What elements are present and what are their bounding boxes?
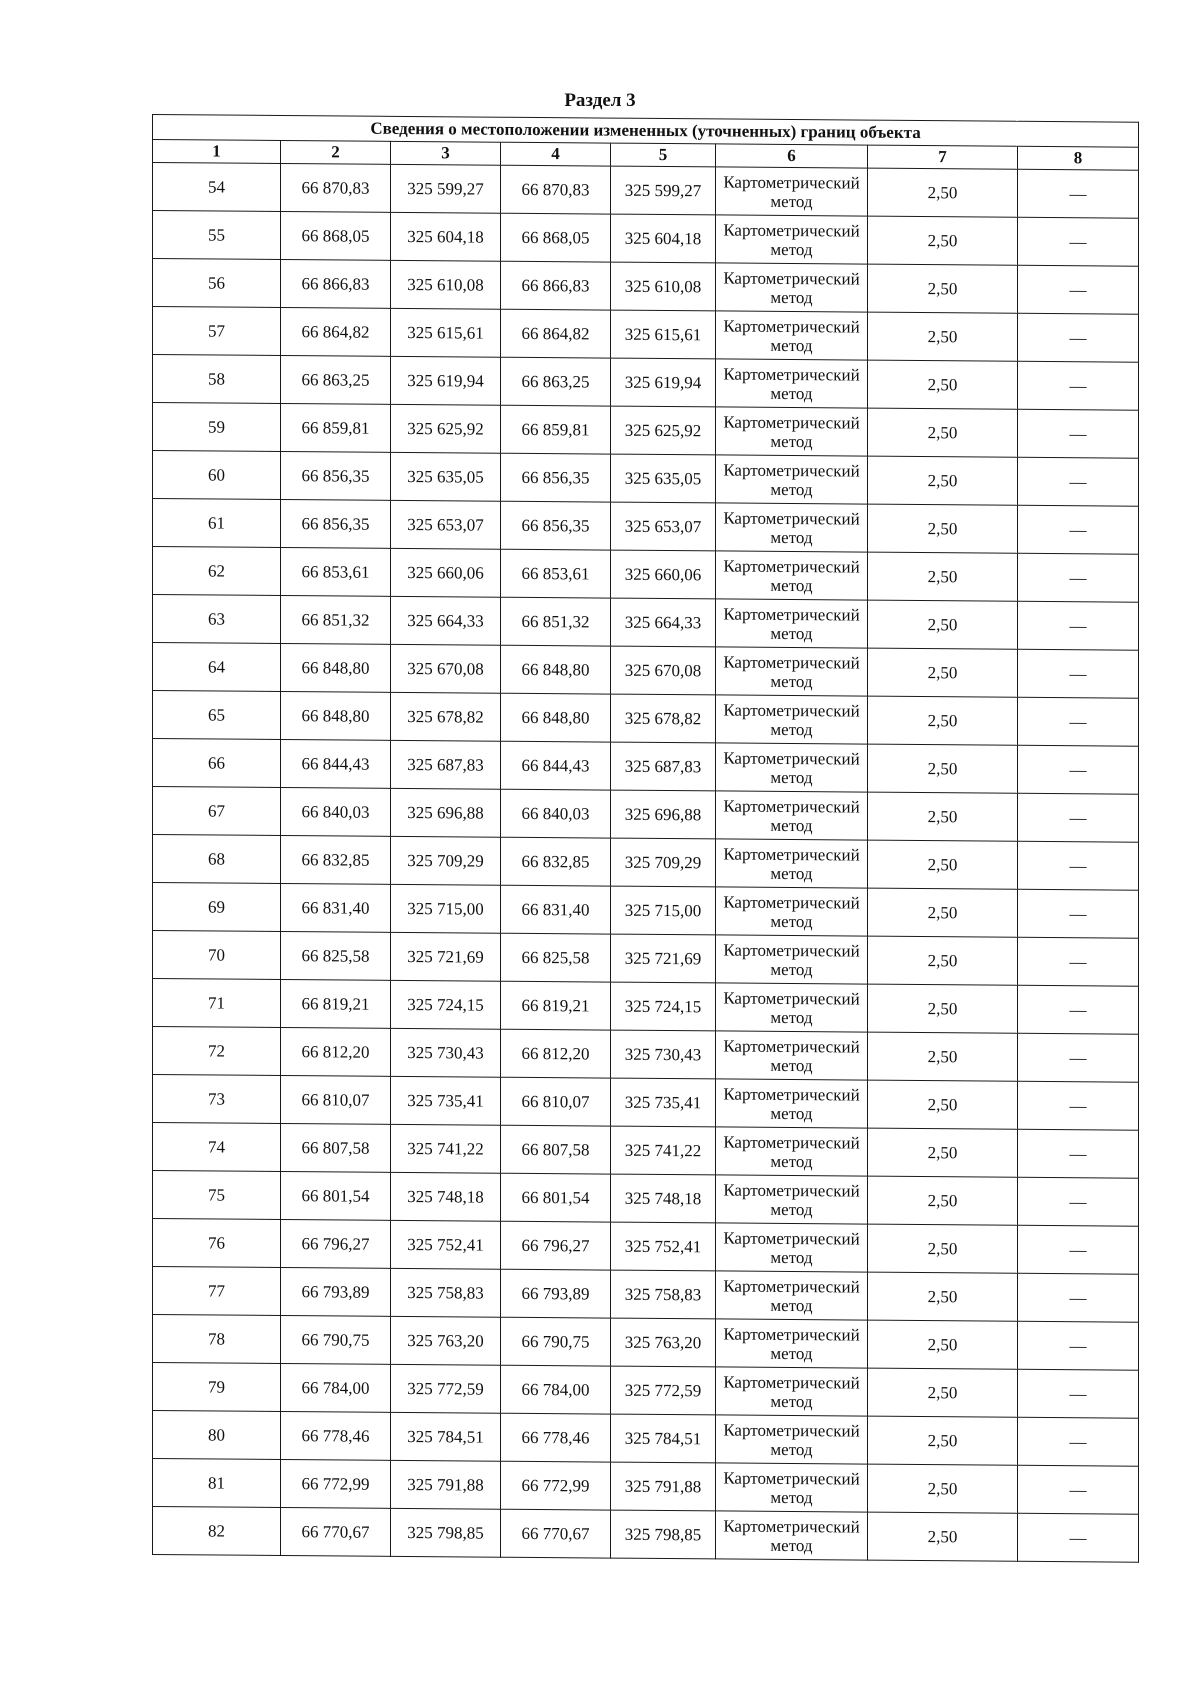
note-cell: —	[1018, 793, 1139, 842]
point-number-cell: 75	[153, 1171, 281, 1220]
x-refined-cell: 66 856,35	[501, 501, 611, 550]
table-row	[153, 163, 1139, 219]
point-number-cell: 80	[153, 1411, 281, 1460]
x-refined-cell: 66 866,83	[501, 261, 611, 310]
method-cell: Картометрический метод	[716, 647, 868, 696]
note-cell: —	[1018, 505, 1139, 554]
y-refined-cell: 325 610,08	[611, 262, 716, 311]
x-existing-cell: 66 859,81	[281, 404, 391, 453]
accuracy-cell: 2,50	[868, 984, 1018, 1033]
method-cell: Картометрический метод	[716, 983, 868, 1032]
note-cell: —	[1018, 889, 1139, 938]
point-number-cell: 70	[153, 931, 281, 980]
x-existing-cell: 66 790,75	[281, 1316, 391, 1365]
accuracy-cell: 2,50	[868, 1416, 1018, 1465]
x-existing-cell: 66 807,58	[281, 1124, 391, 1173]
accuracy-cell: 2,50	[868, 1128, 1018, 1177]
note-cell: —	[1018, 649, 1139, 698]
x-refined-cell: 66 848,80	[501, 693, 611, 742]
y-refined-cell: 325 664,33	[611, 598, 716, 647]
point-number-cell: 64	[153, 643, 281, 692]
table-row	[153, 547, 1139, 603]
method-cell: Картометрический метод	[716, 1367, 868, 1416]
table-row	[153, 1459, 1139, 1515]
table-row	[153, 1123, 1139, 1179]
y-existing-cell: 325 763,20	[391, 1316, 501, 1365]
point-number-cell: 60	[153, 451, 281, 500]
y-existing-cell: 325 735,41	[391, 1076, 501, 1125]
point-number-cell: 54	[153, 163, 281, 212]
y-refined-cell: 325 724,15	[611, 982, 716, 1031]
table-row	[153, 1507, 1139, 1563]
y-existing-cell: 325 619,94	[391, 356, 501, 405]
column-number: 1	[153, 140, 281, 164]
method-cell: Картометрический метод	[716, 1511, 868, 1560]
y-refined-cell: 325 763,20	[611, 1318, 716, 1367]
accuracy-cell: 2,50	[868, 1080, 1018, 1129]
x-refined-cell: 66 856,35	[501, 453, 611, 502]
x-refined-cell: 66 868,05	[501, 213, 611, 262]
note-cell: —	[1018, 1081, 1139, 1130]
note-cell: —	[1018, 361, 1139, 410]
y-existing-cell: 325 772,59	[391, 1364, 501, 1413]
method-cell: Картометрический метод	[716, 311, 868, 360]
method-cell: Картометрический метод	[716, 1319, 868, 1368]
accuracy-cell: 2,50	[868, 1320, 1018, 1369]
method-cell: Картометрический метод	[716, 935, 868, 984]
x-existing-cell: 66 784,00	[281, 1364, 391, 1413]
method-cell: Картометрический метод	[716, 1463, 868, 1512]
accuracy-cell: 2,50	[868, 264, 1018, 313]
accuracy-cell: 2,50	[868, 552, 1018, 601]
table-row	[153, 307, 1139, 363]
table-row	[153, 259, 1139, 315]
y-refined-cell: 325 798,85	[611, 1510, 716, 1559]
table-row	[153, 595, 1139, 651]
accuracy-cell: 2,50	[868, 504, 1018, 553]
y-refined-cell: 325 752,41	[611, 1222, 716, 1271]
table-row	[153, 1315, 1139, 1371]
method-cell: Картометрический метод	[716, 263, 868, 312]
column-number: 6	[716, 144, 868, 168]
y-existing-cell: 325 670,08	[391, 644, 501, 693]
table-row	[153, 931, 1139, 987]
y-existing-cell: 325 724,15	[391, 980, 501, 1029]
point-number-cell: 78	[153, 1315, 281, 1364]
y-refined-cell: 325 635,05	[611, 454, 716, 503]
point-number-cell: 76	[153, 1219, 281, 1268]
x-existing-cell: 66 864,82	[281, 308, 391, 357]
y-existing-cell: 325 715,00	[391, 884, 501, 933]
y-existing-cell: 325 615,61	[391, 308, 501, 357]
column-number: 3	[391, 141, 501, 165]
x-existing-cell: 66 832,85	[281, 836, 391, 885]
x-refined-cell: 66 853,61	[501, 549, 611, 598]
x-refined-cell: 66 840,03	[501, 789, 611, 838]
x-existing-cell: 66 778,46	[281, 1412, 391, 1461]
point-number-cell: 62	[153, 547, 281, 596]
method-cell: Картометрический метод	[716, 551, 868, 600]
note-cell: —	[1018, 1177, 1139, 1226]
accuracy-cell: 2,50	[868, 840, 1018, 889]
note-cell: —	[1018, 217, 1139, 266]
y-refined-cell: 325 696,88	[611, 790, 716, 839]
accuracy-cell: 2,50	[868, 360, 1018, 409]
x-refined-cell: 66 870,83	[501, 165, 611, 214]
y-existing-cell: 325 653,07	[391, 500, 501, 549]
x-refined-cell: 66 848,80	[501, 645, 611, 694]
method-cell: Картометрический метод	[716, 1271, 868, 1320]
accuracy-cell: 2,50	[868, 888, 1018, 937]
y-existing-cell: 325 599,27	[391, 164, 501, 213]
y-refined-cell: 325 735,41	[611, 1078, 716, 1127]
method-cell: Картометрический метод	[716, 455, 868, 504]
x-refined-cell: 66 864,82	[501, 309, 611, 358]
y-existing-cell: 325 625,92	[391, 404, 501, 453]
x-existing-cell: 66 856,35	[281, 500, 391, 549]
point-number-cell: 74	[153, 1123, 281, 1172]
note-cell: —	[1018, 745, 1139, 794]
method-cell: Картометрический метод	[716, 1127, 868, 1176]
table-row	[153, 1219, 1139, 1275]
x-refined-cell: 66 825,58	[501, 933, 611, 982]
accuracy-cell: 2,50	[868, 1368, 1018, 1417]
column-number: 8	[1018, 146, 1139, 170]
point-number-cell: 63	[153, 595, 281, 644]
y-existing-cell: 325 604,18	[391, 212, 501, 261]
x-existing-cell: 66 810,07	[281, 1076, 391, 1125]
note-cell: —	[1018, 1225, 1139, 1274]
table-row	[153, 739, 1139, 795]
x-existing-cell: 66 851,32	[281, 596, 391, 645]
note-cell: —	[1018, 1417, 1139, 1466]
method-cell: Картометрический метод	[716, 359, 868, 408]
note-cell: —	[1018, 1369, 1139, 1418]
accuracy-cell: 2,50	[868, 456, 1018, 505]
x-refined-cell: 66 790,75	[501, 1317, 611, 1366]
y-refined-cell: 325 758,83	[611, 1270, 716, 1319]
y-existing-cell: 325 752,41	[391, 1220, 501, 1269]
table-row	[153, 1267, 1139, 1323]
table-caption: Сведения о местоположении измененных (уточненных) границ объекта	[153, 115, 1139, 148]
note-cell: —	[1018, 313, 1139, 362]
method-cell: Картометрический метод	[716, 839, 868, 888]
y-existing-cell: 325 660,06	[391, 548, 501, 597]
note-cell: —	[1018, 553, 1139, 602]
y-existing-cell: 325 784,51	[391, 1412, 501, 1461]
y-existing-cell: 325 730,43	[391, 1028, 501, 1077]
x-refined-cell: 66 801,54	[501, 1173, 611, 1222]
note-cell: —	[1018, 265, 1139, 314]
x-refined-cell: 66 810,07	[501, 1077, 611, 1126]
y-refined-cell: 325 619,94	[611, 358, 716, 407]
accuracy-cell: 2,50	[868, 1176, 1018, 1225]
column-number: 2	[281, 141, 391, 165]
method-cell: Картометрический метод	[716, 887, 868, 936]
table-row	[153, 787, 1139, 843]
x-existing-cell: 66 848,80	[281, 644, 391, 693]
x-refined-cell: 66 832,85	[501, 837, 611, 886]
y-refined-cell: 325 784,51	[611, 1414, 716, 1463]
y-refined-cell: 325 791,88	[611, 1462, 716, 1511]
note-cell: —	[1018, 1465, 1139, 1514]
note-cell: —	[1018, 985, 1139, 1034]
method-cell: Картометрический метод	[716, 503, 868, 552]
y-refined-cell: 325 678,82	[611, 694, 716, 743]
x-existing-cell: 66 866,83	[281, 260, 391, 309]
x-refined-cell: 66 859,81	[501, 405, 611, 454]
y-existing-cell: 325 687,83	[391, 740, 501, 789]
table-row	[153, 403, 1139, 459]
y-existing-cell: 325 664,33	[391, 596, 501, 645]
y-refined-cell: 325 730,43	[611, 1030, 716, 1079]
accuracy-cell: 2,50	[868, 696, 1018, 745]
column-number: 5	[611, 143, 716, 167]
x-existing-cell: 66 772,99	[281, 1460, 391, 1509]
x-refined-cell: 66 807,58	[501, 1125, 611, 1174]
point-number-cell: 55	[153, 211, 281, 260]
note-cell: —	[1018, 1513, 1139, 1562]
table-row	[153, 835, 1139, 891]
y-refined-cell: 325 670,08	[611, 646, 716, 695]
x-existing-cell: 66 819,21	[281, 980, 391, 1029]
table-row	[153, 1027, 1139, 1083]
point-number-cell: 67	[153, 787, 281, 836]
x-refined-cell: 66 796,27	[501, 1221, 611, 1270]
y-refined-cell: 325 615,61	[611, 310, 716, 359]
accuracy-cell: 2,50	[868, 168, 1018, 217]
point-number-cell: 82	[153, 1507, 281, 1556]
x-refined-cell: 66 793,89	[501, 1269, 611, 1318]
y-existing-cell: 325 758,83	[391, 1268, 501, 1317]
y-existing-cell: 325 748,18	[391, 1172, 501, 1221]
y-existing-cell: 325 610,08	[391, 260, 501, 309]
accuracy-cell: 2,50	[868, 1464, 1018, 1513]
x-refined-cell: 66 844,43	[501, 741, 611, 790]
x-existing-cell: 66 812,20	[281, 1028, 391, 1077]
table-row	[153, 1411, 1139, 1467]
note-cell: —	[1018, 841, 1139, 890]
note-cell: —	[1018, 169, 1139, 218]
x-existing-cell: 66 825,58	[281, 932, 391, 981]
table-row	[153, 883, 1139, 939]
y-existing-cell: 325 798,85	[391, 1508, 501, 1557]
accuracy-cell: 2,50	[868, 1224, 1018, 1273]
point-number-cell: 72	[153, 1027, 281, 1076]
note-cell: —	[1018, 1033, 1139, 1082]
x-existing-cell: 66 796,27	[281, 1220, 391, 1269]
accuracy-cell: 2,50	[868, 744, 1018, 793]
note-cell: —	[1018, 457, 1139, 506]
table-row	[153, 451, 1139, 507]
method-cell: Картометрический метод	[716, 215, 868, 264]
point-number-cell: 66	[153, 739, 281, 788]
y-existing-cell: 325 741,22	[391, 1124, 501, 1173]
y-refined-cell: 325 687,83	[611, 742, 716, 791]
method-cell: Картометрический метод	[716, 743, 868, 792]
y-existing-cell: 325 709,29	[391, 836, 501, 885]
method-cell: Картометрический метод	[716, 1415, 868, 1464]
x-refined-cell: 66 831,40	[501, 885, 611, 934]
y-refined-cell: 325 653,07	[611, 502, 716, 551]
note-cell: —	[1018, 937, 1139, 986]
x-refined-cell: 66 863,25	[501, 357, 611, 406]
table-row	[153, 691, 1139, 747]
y-refined-cell: 325 709,29	[611, 838, 716, 887]
point-number-cell: 79	[153, 1363, 281, 1412]
point-number-cell: 69	[153, 883, 281, 932]
accuracy-cell: 2,50	[868, 408, 1018, 457]
x-existing-cell: 66 793,89	[281, 1268, 391, 1317]
table-row	[153, 979, 1139, 1035]
method-cell: Картометрический метод	[716, 1079, 868, 1128]
x-refined-cell: 66 778,46	[501, 1413, 611, 1462]
point-number-cell: 58	[153, 355, 281, 404]
x-existing-cell: 66 848,80	[281, 692, 391, 741]
y-refined-cell: 325 625,92	[611, 406, 716, 455]
note-cell: —	[1018, 601, 1139, 650]
note-cell: —	[1018, 1273, 1139, 1322]
y-refined-cell: 325 599,27	[611, 166, 716, 215]
table-row	[153, 643, 1139, 699]
y-existing-cell: 325 791,88	[391, 1460, 501, 1509]
y-existing-cell: 325 721,69	[391, 932, 501, 981]
table-row	[153, 355, 1139, 411]
table-row	[153, 1075, 1139, 1131]
y-refined-cell: 325 772,59	[611, 1366, 716, 1415]
x-refined-cell: 66 819,21	[501, 981, 611, 1030]
method-cell: Картометрический метод	[716, 791, 868, 840]
x-existing-cell: 66 863,25	[281, 356, 391, 405]
point-number-cell: 56	[153, 259, 281, 308]
point-number-cell: 61	[153, 499, 281, 548]
x-refined-cell: 66 812,20	[501, 1029, 611, 1078]
x-existing-cell: 66 844,43	[281, 740, 391, 789]
note-cell: —	[1018, 1321, 1139, 1370]
y-refined-cell: 325 741,22	[611, 1126, 716, 1175]
table-row	[153, 211, 1139, 267]
column-number: 4	[501, 142, 611, 166]
table-row	[153, 1171, 1139, 1227]
x-refined-cell: 66 772,99	[501, 1461, 611, 1510]
x-existing-cell: 66 868,05	[281, 212, 391, 261]
method-cell: Картометрический метод	[716, 167, 868, 216]
point-number-cell: 71	[153, 979, 281, 1028]
method-cell: Картометрический метод	[716, 1031, 868, 1080]
accuracy-cell: 2,50	[868, 216, 1018, 265]
y-existing-cell: 325 635,05	[391, 452, 501, 501]
y-refined-cell: 325 660,06	[611, 550, 716, 599]
x-refined-cell: 66 770,67	[501, 1509, 611, 1558]
x-refined-cell: 66 784,00	[501, 1365, 611, 1414]
accuracy-cell: 2,50	[868, 1272, 1018, 1321]
x-existing-cell: 66 770,67	[281, 1508, 391, 1557]
point-number-cell: 68	[153, 835, 281, 884]
accuracy-cell: 2,50	[868, 312, 1018, 361]
method-cell: Картометрический метод	[716, 407, 868, 456]
method-cell: Картометрический метод	[716, 599, 868, 648]
accuracy-cell: 2,50	[868, 792, 1018, 841]
y-existing-cell: 325 696,88	[391, 788, 501, 837]
x-existing-cell: 66 840,03	[281, 788, 391, 837]
column-number: 7	[868, 145, 1018, 169]
x-existing-cell: 66 870,83	[281, 164, 391, 213]
table-row	[153, 1363, 1139, 1419]
accuracy-cell: 2,50	[868, 648, 1018, 697]
note-cell: —	[1018, 1129, 1139, 1178]
y-refined-cell: 325 748,18	[611, 1174, 716, 1223]
y-refined-cell: 325 715,00	[611, 886, 716, 935]
accuracy-cell: 2,50	[868, 1512, 1018, 1561]
method-cell: Картометрический метод	[716, 1223, 868, 1272]
x-existing-cell: 66 831,40	[281, 884, 391, 933]
point-number-cell: 59	[153, 403, 281, 452]
method-cell: Картометрический метод	[716, 695, 868, 744]
boundary-table	[152, 114, 1139, 1563]
note-cell: —	[1018, 409, 1139, 458]
accuracy-cell: 2,50	[868, 936, 1018, 985]
table-row	[153, 499, 1139, 555]
accuracy-cell: 2,50	[868, 600, 1018, 649]
y-refined-cell: 325 604,18	[611, 214, 716, 263]
x-existing-cell: 66 853,61	[281, 548, 391, 597]
point-number-cell: 57	[153, 307, 281, 356]
point-number-cell: 77	[153, 1267, 281, 1316]
x-refined-cell: 66 851,32	[501, 597, 611, 646]
point-number-cell: 81	[153, 1459, 281, 1508]
point-number-cell: 73	[153, 1075, 281, 1124]
point-number-cell: 65	[153, 691, 281, 740]
y-existing-cell: 325 678,82	[391, 692, 501, 741]
note-cell: —	[1018, 697, 1139, 746]
accuracy-cell: 2,50	[868, 1032, 1018, 1081]
method-cell: Картометрический метод	[716, 1175, 868, 1224]
x-existing-cell: 66 801,54	[281, 1172, 391, 1221]
section-title: Раздел 3	[564, 90, 636, 111]
x-existing-cell: 66 856,35	[281, 452, 391, 501]
y-refined-cell: 325 721,69	[611, 934, 716, 983]
